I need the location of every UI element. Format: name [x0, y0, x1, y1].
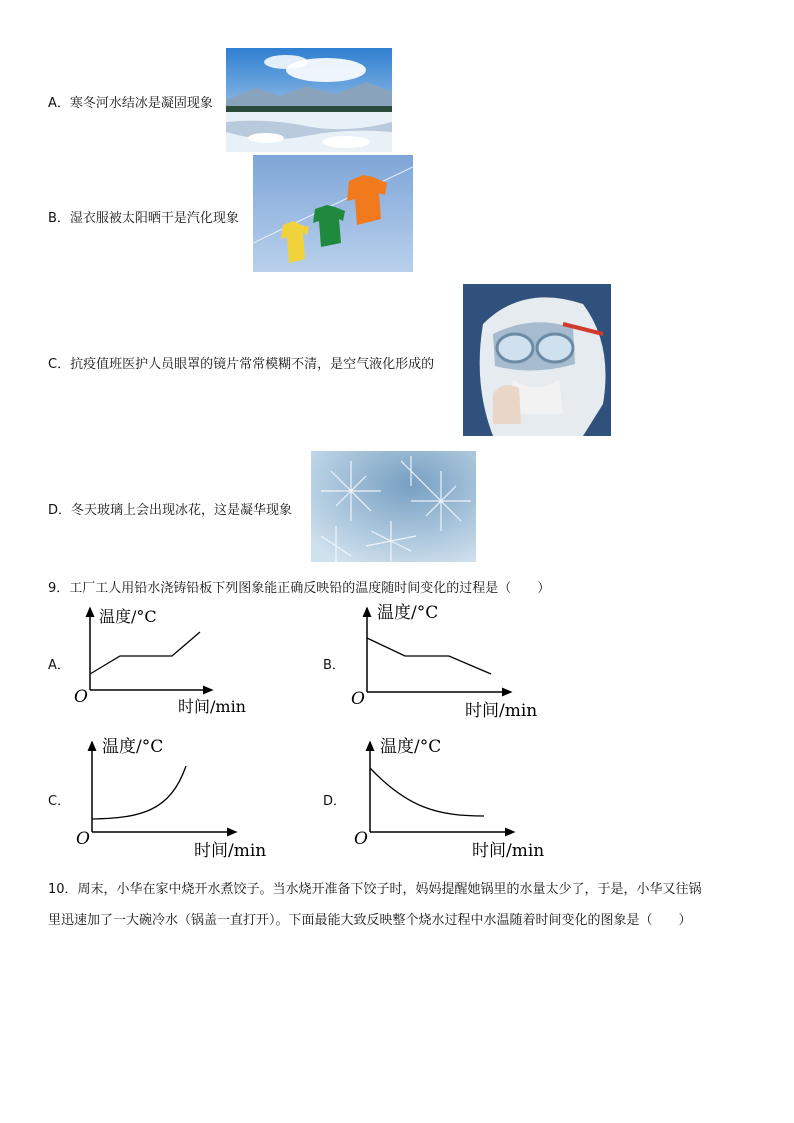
frozen-river-image [226, 48, 392, 152]
origin-label: O [351, 689, 365, 709]
graph-b [345, 598, 555, 723]
curve-rise [92, 766, 186, 819]
option-d-text: D．冬天玻璃上会出现冰花，这是凝华现象 [48, 503, 293, 518]
y-label: 温度/°C [377, 603, 439, 623]
question-10-line1: 10．周末，小华在家中烧开水煮饺子。当水烧开准备下饺子时，妈妈提醒她锅里的水量太少了，于是，小华又往锅 [48, 882, 702, 897]
curve-rise-plateau-rise [90, 632, 200, 674]
origin-label: O [354, 829, 368, 849]
graph-c-label: C． [48, 794, 71, 809]
origin-label: O [76, 829, 90, 849]
y-label: 温度/°C [99, 607, 157, 626]
drying-clothes-image [253, 155, 413, 272]
question-9-text: 9．工厂工人用铅水浇铸铅板下列图象能正确反映铅的温度随时间变化的过程是（ ） [48, 581, 551, 596]
medical-worker-image [463, 284, 611, 436]
curve-fall [370, 768, 484, 816]
x-label: 时间/min [178, 697, 246, 716]
frost-flowers-image [311, 451, 476, 562]
x-label: 时间/min [465, 701, 538, 721]
graph-d-label: D． [323, 794, 347, 809]
graph-b-label: B． [323, 658, 345, 673]
y-label: 温度/°C [102, 737, 164, 757]
option-c-text: C．抗疫值班医护人员眼罩的镜片常常模糊不清，是空气液化形成的 [48, 357, 435, 372]
question-10-line2: 里迅速加了一大碗冷水（锅盖一直打开）。下面最能大致反映整个烧水过程中水温随着时间变化的图象是（ ） [48, 913, 692, 928]
origin-label: O [74, 687, 88, 707]
x-label: 时间/min [194, 841, 267, 860]
y-label: 温度/°C [380, 737, 442, 757]
graph-d [348, 730, 563, 860]
option-b-text: B．湿衣服被太阳晒干是汽化现象 [48, 211, 239, 226]
option-a-text: A．寒冬河水结冰是凝固现象 [48, 96, 213, 111]
graph-a [68, 600, 258, 720]
x-label: 时间/min [472, 841, 545, 860]
graph-c [70, 730, 285, 860]
graph-a-label: A． [48, 658, 70, 673]
curve-fall-plateau-fall [367, 638, 491, 674]
